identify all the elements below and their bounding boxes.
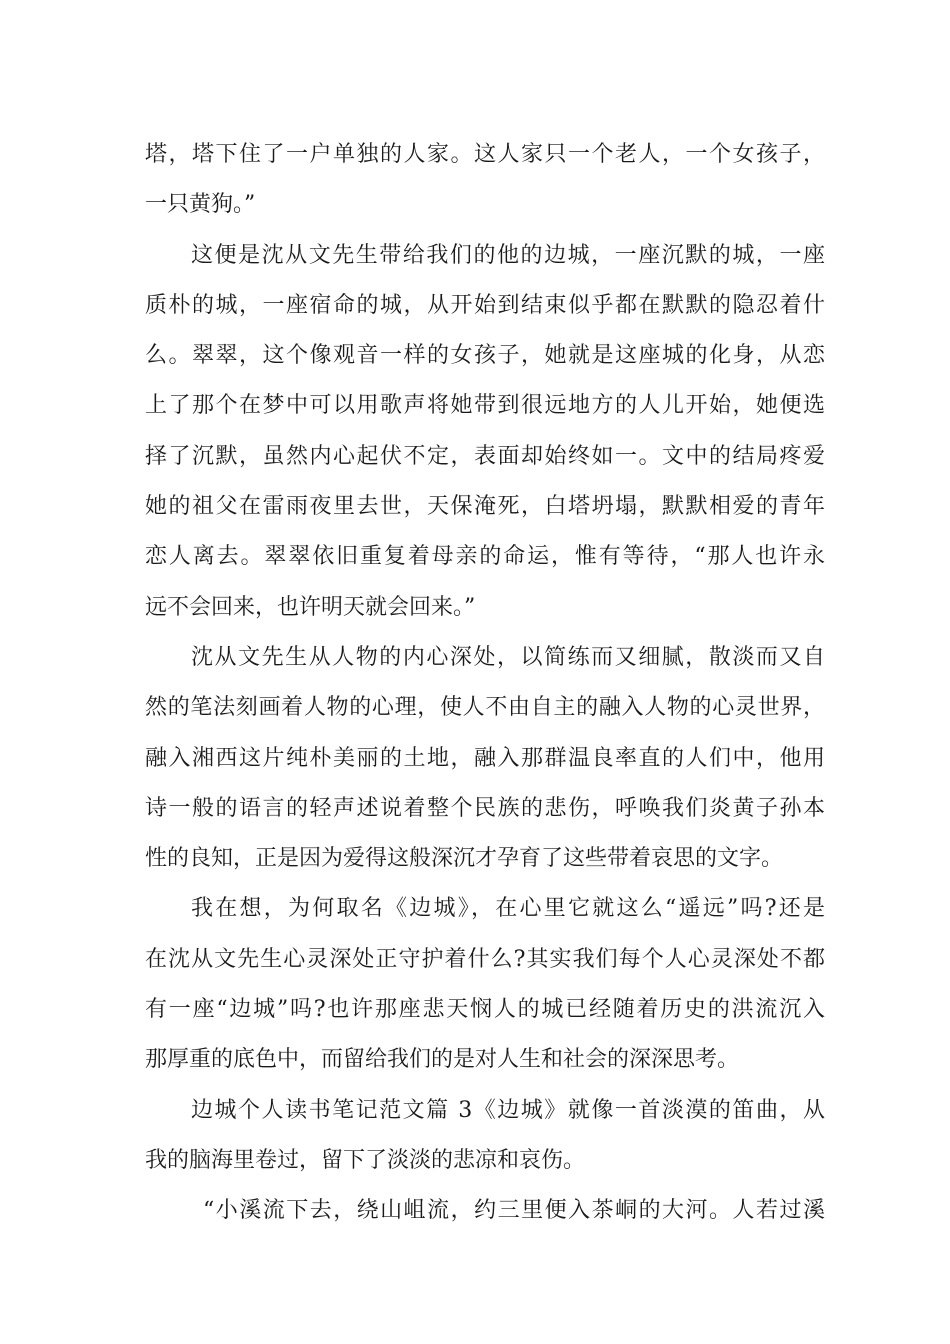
text-line: 质朴的城，一座宿命的城，从开始到结束似乎都在默默的隐忍着什	[145, 292, 825, 318]
text-line: 融入湘西这片纯朴美丽的土地，融入那群温良率直的人们中，他用	[145, 745, 825, 771]
text-line: 这便是沈从文先生带给我们的他的边城，一座沉默的城，一座	[191, 242, 825, 268]
text-line: 上了那个在梦中可以用歌声将她带到很远地方的人儿开始，她便选	[145, 393, 825, 419]
text-line: 塔，塔下住了一户单独的人家。这人家只一个老人，一个女孩子，	[145, 142, 825, 167]
text-line: 一只黄狗。”	[145, 192, 256, 218]
text-line: 然的笔法刻画着人物的心理，使人不由自主的融入人物的心灵世界，	[145, 695, 825, 721]
text-line: 远不会回来，也许明天就会回来。”	[145, 594, 476, 620]
text-line: “小溪流下去，绕山岨流，约三里便入茶峒的大河。人若过溪	[203, 1198, 825, 1224]
document-body	[145, 130, 825, 1237]
text-line: 我的脑海里卷过，留下了淡淡的悲凉和哀伤。	[145, 1147, 586, 1173]
text-line: 么。翠翠，这个像观音一样的女孩子，她就是这座城的化身，从恋	[145, 343, 825, 369]
text-line: 边城个人读书笔记范文篇 3《边城》就像一首淡漠的笛曲，从	[191, 1097, 825, 1123]
text-line: 恋人离去。翠翠依旧重复着母亲的命运，惟有等待，“那人也许永	[145, 544, 825, 570]
text-line: 我在想，为何取名《边城》，在心里它就这么“遥远”吗?还是	[191, 896, 825, 922]
text-line: 她的祖父在雷雨夜里去世，天保淹死，白塔坍塌，默默相爱的青年	[145, 494, 825, 520]
text-line: 在沈从文先生心灵深处正守护着什么?其实我们每个人心灵深处不都	[145, 946, 825, 972]
text-line: 性的良知，正是因为爱得这般深沉才孕育了这些带着哀思的文字。	[145, 846, 784, 872]
text-line: 择了沉默，虽然内心起伏不定，表面却始终如一。文中的结局疼爱	[145, 443, 825, 469]
text-line: 诗一般的语言的轻声述说着整个民族的悲伤，呼唤我们炎黄子孙本	[145, 795, 825, 821]
text-line: 那厚重的底色中，而留给我们的是对人生和社会的深深思考。	[145, 1047, 740, 1073]
text-line: 沈从文先生从人物的内心深处，以简练而又细腻，散淡而又自	[191, 644, 825, 670]
text-line: 有一座“边城”吗?也许那座悲天悯人的城已经随着历史的洪流沉入	[145, 997, 825, 1023]
